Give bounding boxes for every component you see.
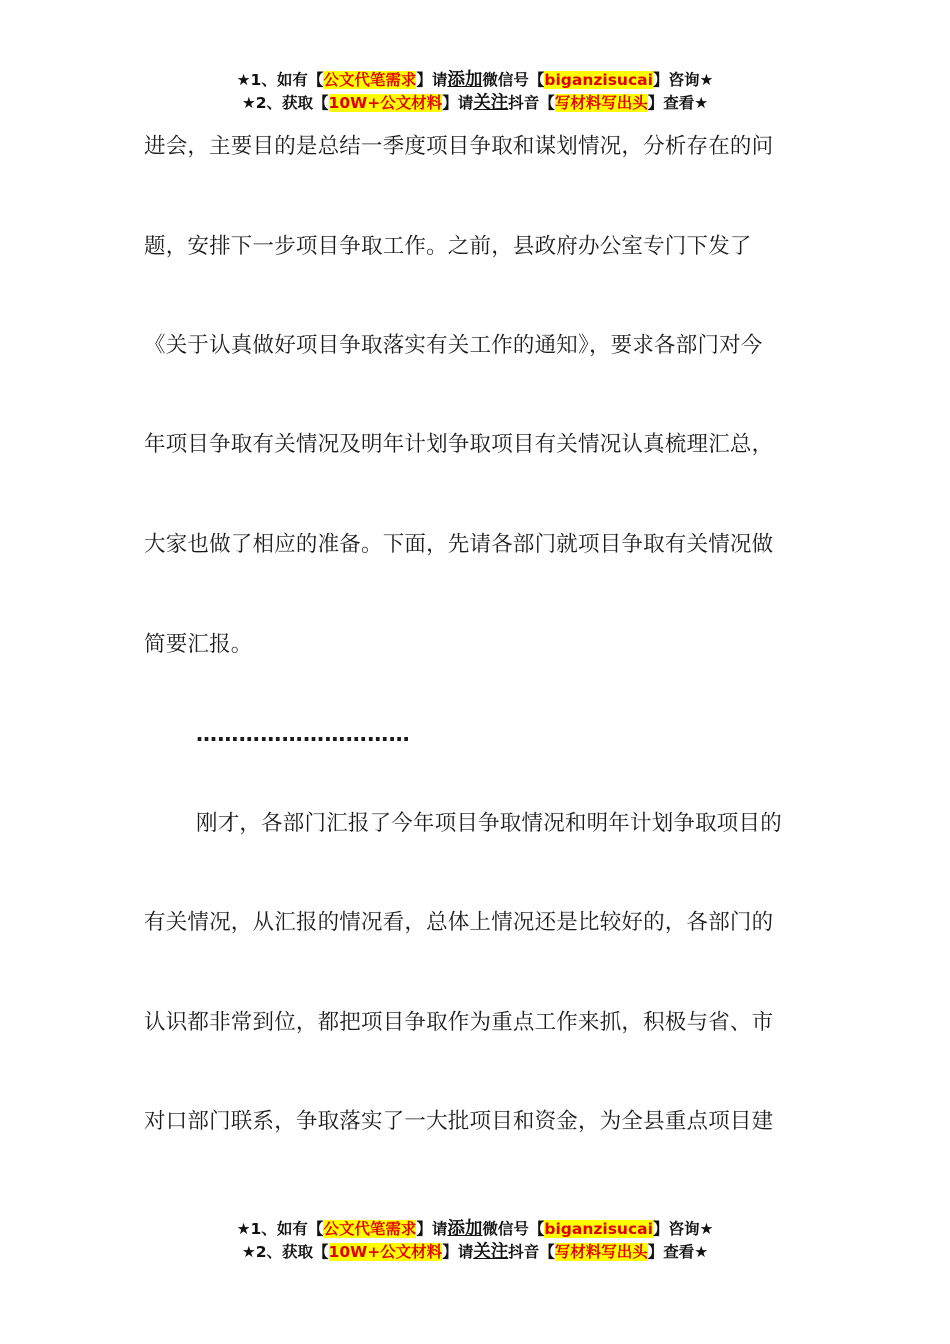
banner-text: ★2、获取【 (241, 1243, 329, 1261)
banner-text: ★1、如有【 (236, 1220, 324, 1238)
banner-text: 】咨询★ (652, 1220, 714, 1238)
banner-emphasis: 关注 (473, 93, 509, 113)
banner-text: 】请 (416, 1220, 448, 1238)
body-line: 年项目争取有关情况及明年计划争取项目有关情况认真梳理汇总， (144, 432, 774, 457)
banner-highlight: 写材料写出头 (554, 1243, 648, 1261)
banner-line-1 (0, 69, 950, 92)
body-line: 有关情况，从汇报的情况看，总体上情况还是比较好的，各部门的 (144, 910, 774, 935)
banner-line-2 (0, 1241, 950, 1264)
body-line: 简要汇报。 (144, 632, 253, 657)
banner-emphasis: 关注 (473, 1242, 509, 1262)
banner-highlight: biganzisucai (544, 1220, 653, 1238)
banner-text: 】请 (416, 71, 448, 89)
body-line: 认识都非常到位，都把项目争取作为重点工作来抓，积极与省、市 (144, 1010, 774, 1035)
body-line: 进会，主要目的是总结一季度项目争取和谋划情况，分析存在的问 (144, 134, 774, 159)
banner-text: 】查看★ (647, 1243, 709, 1261)
body-line: 大家也做了相应的准备。下面，先请各部门就项目争取有关情况做 (144, 532, 774, 557)
banner-highlight: 公文代笔需求 (323, 71, 417, 89)
banner-line-1 (0, 1218, 950, 1241)
banner-highlight: 公文代笔需求 (323, 1220, 417, 1238)
banner-highlight: 10W+公文材料 (328, 1243, 443, 1261)
banner-emphasis: 添加 (447, 1219, 483, 1239)
body-line: 对口部门联系，争取落实了一大批项目和资金，为全县重点项目建 (144, 1109, 774, 1134)
footer-banner (0, 1218, 950, 1264)
body-line: 《关于认真做好项目争取落实有关工作的通知》，要求各部门对今 (144, 333, 763, 358)
banner-text: 】请 (442, 1243, 474, 1261)
banner-highlight: 写材料写出头 (554, 94, 648, 112)
banner-text: 微信号【 (482, 1220, 545, 1238)
banner-text: 】查看★ (647, 94, 709, 112)
ellipsis-separator: ………………………… (196, 722, 410, 746)
banner-highlight: biganzisucai (544, 71, 653, 89)
banner-line-2 (0, 92, 950, 115)
header-banner (0, 69, 950, 115)
banner-emphasis: 添加 (447, 70, 483, 90)
banner-text: ★2、获取【 (241, 94, 329, 112)
banner-text: 】咨询★ (652, 71, 714, 89)
banner-text: 抖音【 (508, 94, 555, 112)
banner-text: 抖音【 (508, 1243, 555, 1261)
banner-text: ★1、如有【 (236, 71, 324, 89)
banner-highlight: 10W+公文材料 (328, 94, 443, 112)
banner-text: 】请 (442, 94, 474, 112)
banner-text: 微信号【 (482, 71, 545, 89)
body-line: 题，安排下一步项目争取工作。之前，县政府办公室专门下发了 (144, 234, 752, 259)
body-line: 刚才，各部门汇报了今年项目争取情况和明年计划争取项目的 (196, 811, 782, 836)
